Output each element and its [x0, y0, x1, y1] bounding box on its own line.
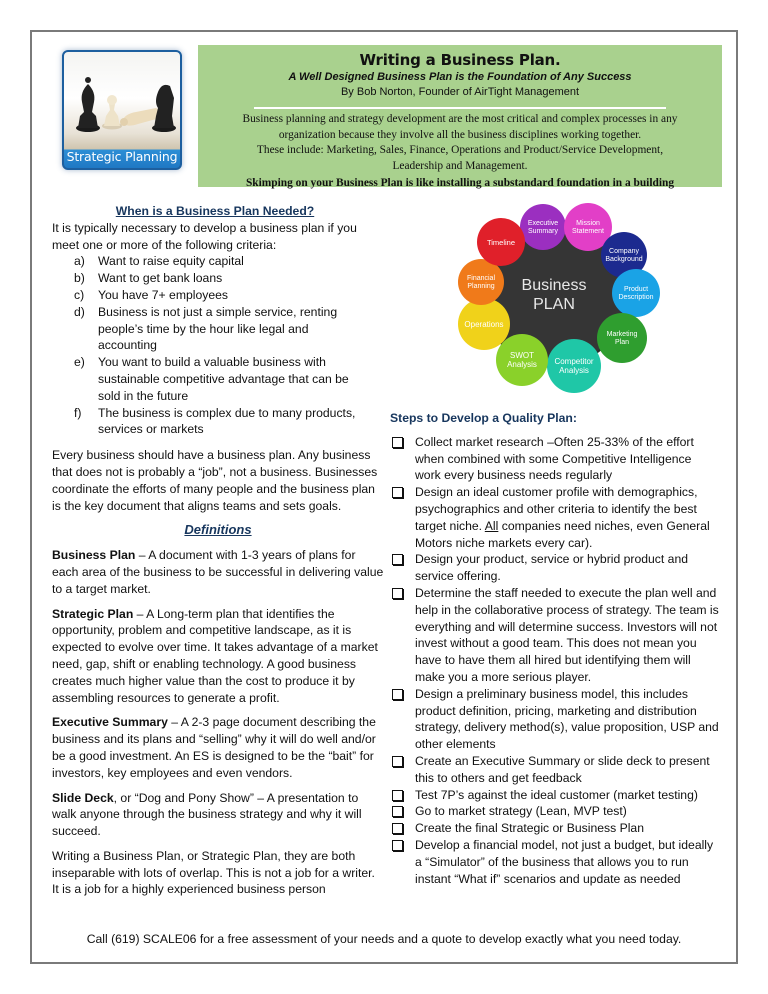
definition-term: Executive Summary — [52, 715, 168, 730]
checkbox-icon — [392, 790, 403, 801]
step-text: Design a preliminary business model, this includes product definition, pricing, marketing and distribution strategy, delivery method(s), value proposition, USP and other elements — [415, 686, 719, 752]
page-title: Writing a Business Plan. — [359, 51, 561, 69]
checkbox-icon — [392, 756, 403, 767]
svg-text:Executive: Executive — [527, 220, 559, 227]
step-item — [390, 837, 720, 887]
definition-slide-deck — [52, 790, 384, 840]
strategic-planning-image — [62, 50, 182, 170]
list-marker: a) — [74, 254, 85, 269]
criteria-text: Business is not just a simple service, renting people’s time by the hour like legal and accounting — [98, 304, 338, 353]
criteria-item — [52, 287, 384, 304]
checkbox-icon — [392, 487, 403, 498]
checkbox-icon — [392, 588, 403, 599]
criteria-item — [52, 270, 384, 287]
checkbox-icon — [392, 437, 403, 448]
when-needed-heading: When is a Business Plan Needed? — [115, 204, 315, 218]
criteria-text: You have 7+ employees — [98, 287, 228, 302]
step-item — [390, 803, 720, 820]
segment-product-description — [612, 269, 660, 317]
step-item — [390, 753, 720, 787]
list-marker: e) — [74, 355, 85, 370]
step-item — [390, 820, 720, 837]
step-text: Determine the staff needed to execute the plan well and help in the collaborative process of strategy. The team is everything and will determine success. Investors will not invest without a good team. This does not mean you have to have them all hired but identifying them will make you a more serious player. — [415, 585, 719, 684]
list-marker: d) — [74, 304, 85, 319]
checkbox-icon — [392, 554, 403, 565]
svg-text:Statement: Statement — [572, 228, 604, 235]
strategic-planning-caption: Strategic Planning — [66, 149, 178, 164]
svg-text:SWOT: SWOT — [510, 351, 534, 360]
intro-line: organization because they involve all the business disciplines working together. — [278, 128, 642, 141]
intro-line: Leadership and Management. — [392, 159, 528, 172]
definition-term: Business Plan — [52, 548, 136, 563]
svg-text:Analysis: Analysis — [559, 366, 589, 375]
svg-text:Mission: Mission — [576, 220, 600, 227]
step-text: Develop a financial model, not just a budget, but ideally a “Simulator” of the business that allows you to run instant “What if” scenarios and update as needed — [415, 837, 714, 886]
definition-term: Slide Deck — [52, 790, 114, 805]
svg-text:Marketing: Marketing — [606, 331, 638, 338]
segment-executive-summary — [520, 204, 566, 250]
svg-text:Timeline: Timeline — [486, 238, 516, 247]
step-text: Create the final Strategic or Business Plan — [415, 821, 644, 836]
definition-text: , or “Dog and Pony Show” – A presentation to walk anyone through the business strategy and why it will succeed. — [52, 790, 362, 839]
step-text: Design an ideal customer profile with demographics, psychographics and other criteria to identify the best target niche. All companies need niches, even General Motors niche markets every car). — [415, 485, 710, 550]
definition-text: – A 2-3 page document describing the business and its plans and “selling” why it will do well and/or be a good investment. An ES is designed to be the “bait” for investors, key employees and even vendors. — [52, 715, 376, 780]
svg-text:Operations: Operations — [464, 320, 504, 329]
criteria-text: Want to get bank loans — [98, 271, 223, 286]
emphasis-all: All — [484, 518, 499, 533]
definition-executive-summary — [52, 714, 384, 781]
author-byline: By Bob Norton, Founder of AirTight Management — [340, 86, 580, 98]
checkbox-icon — [392, 840, 403, 851]
criteria-item — [52, 354, 384, 404]
step-item — [390, 434, 720, 484]
definitions-heading: Definitions — [184, 522, 252, 538]
svg-text:Plan: Plan — [614, 339, 630, 346]
step-item — [390, 585, 720, 686]
tagline: Skimping on your Business Plan is like installing a substandard foundation in a building — [245, 177, 675, 189]
criteria-text: The business is complex due to many products, services or markets — [98, 405, 356, 437]
svg-text:Competitor: Competitor — [554, 357, 594, 366]
svg-text:Product: Product — [623, 286, 649, 293]
definition-strategic-plan — [52, 606, 384, 707]
page-subtitle: A Well Designed Business Plan is the Foundation of Any Success — [288, 71, 632, 83]
list-marker: f) — [74, 405, 82, 420]
segment-marketing-plan — [597, 313, 647, 363]
definition-term: Strategic Plan — [52, 606, 134, 621]
svg-text:Financial: Financial — [466, 275, 496, 282]
definition-text: – A document with 1-3 years of plans for each area of the business to be successful in delivering value to a target market. — [52, 548, 384, 596]
svg-text:Planning: Planning — [467, 283, 495, 290]
svg-text:Description: Description — [618, 294, 654, 301]
segment-operations — [458, 298, 510, 350]
left-column — [52, 203, 384, 898]
step-text: Go to market strategy (Lean, MVP test) — [415, 804, 627, 819]
step-item — [390, 787, 720, 804]
checkbox-icon — [392, 823, 403, 834]
header-banner — [198, 45, 722, 187]
intro-line: These include: Marketing, Sales, Finance, Operations and Product/Service Development, — [256, 144, 664, 156]
checkbox-icon — [392, 806, 403, 817]
svg-text:Company: Company — [609, 248, 639, 255]
business-plan-graphic — [446, 198, 660, 404]
list-marker: b) — [74, 271, 85, 286]
list-marker: c) — [74, 287, 85, 302]
steps-list — [390, 434, 720, 888]
summary-paragraph: Every business should have a business plan. Any business that does not is probably a “job”, not a business. Businesses coordinate the efforts of many people and the business plan is the key document that aligns teams and sets goals. — [52, 448, 378, 513]
graphic-center-line2: PLAN — [533, 296, 575, 313]
segment-financial-planning — [458, 259, 504, 305]
criteria-text: You want to build a valuable business with sustainable competitive advantage that can be sold in the future — [98, 355, 349, 403]
when-needed-intro: It is typically necessary to develop a business plan if you meet one or more of the following criteria: — [52, 220, 357, 252]
svg-text:Background: Background — [605, 256, 643, 263]
criteria-text: Want to raise equity capital — [98, 254, 244, 269]
segment-timeline — [477, 218, 525, 266]
svg-text:Analysis: Analysis — [507, 360, 537, 369]
graphic-center-line1: Business — [521, 277, 587, 294]
definition-business-plan — [52, 547, 384, 597]
segment-swot-analysis — [496, 334, 548, 386]
footer-call-to-action: Call (619) SCALE06 for a free assessment of your needs and a quote to develop exactly what you need today. — [86, 932, 682, 946]
criteria-item — [52, 405, 384, 439]
segment-competitor-analysis — [547, 339, 601, 393]
criteria-list — [52, 253, 384, 438]
step-text: Create an Executive Summary or slide deck to present this to others and get feedback — [415, 753, 710, 785]
right-column — [390, 410, 720, 887]
closing-paragraph: Writing a Business Plan, or Strategic Plan, they are both inseparable with lots of overlap. This is not a job for a writer. It is a job for a highly experienced business person — [52, 848, 375, 897]
chess-pieces-icon — [64, 52, 182, 152]
definition-text: – A Long-term plan that identifies the opportunity, problem and competitive landscape, as it is expected to evolve over time. It takes advantage of a market need, gap, shift or enabling technology. A good business creates much higher value than the cost to produce it by assembling resources to generate a profit. — [52, 606, 378, 705]
criteria-item — [52, 253, 384, 270]
step-text: Collect market research –Often 25-33% of the effort when combined with some Competitive Intelligence work every business needs regularly — [415, 434, 694, 483]
intro-text — [198, 112, 722, 174]
step-text: Design your product, service or hybrid product and service offering. — [415, 552, 689, 584]
steps-heading: Steps to Develop a Quality Plan: — [390, 411, 577, 425]
step-item — [390, 484, 720, 551]
step-item — [390, 686, 720, 753]
svg-text:Summary: Summary — [528, 228, 558, 235]
checkbox-icon — [392, 689, 403, 700]
criteria-item — [52, 304, 384, 354]
step-text: Test 7P’s against the ideal customer (market testing) — [415, 787, 698, 802]
step-item — [390, 551, 720, 585]
header-divider — [254, 107, 666, 109]
intro-line: Business planning and strategy development are the most critical and complex processes in any — [242, 113, 678, 125]
